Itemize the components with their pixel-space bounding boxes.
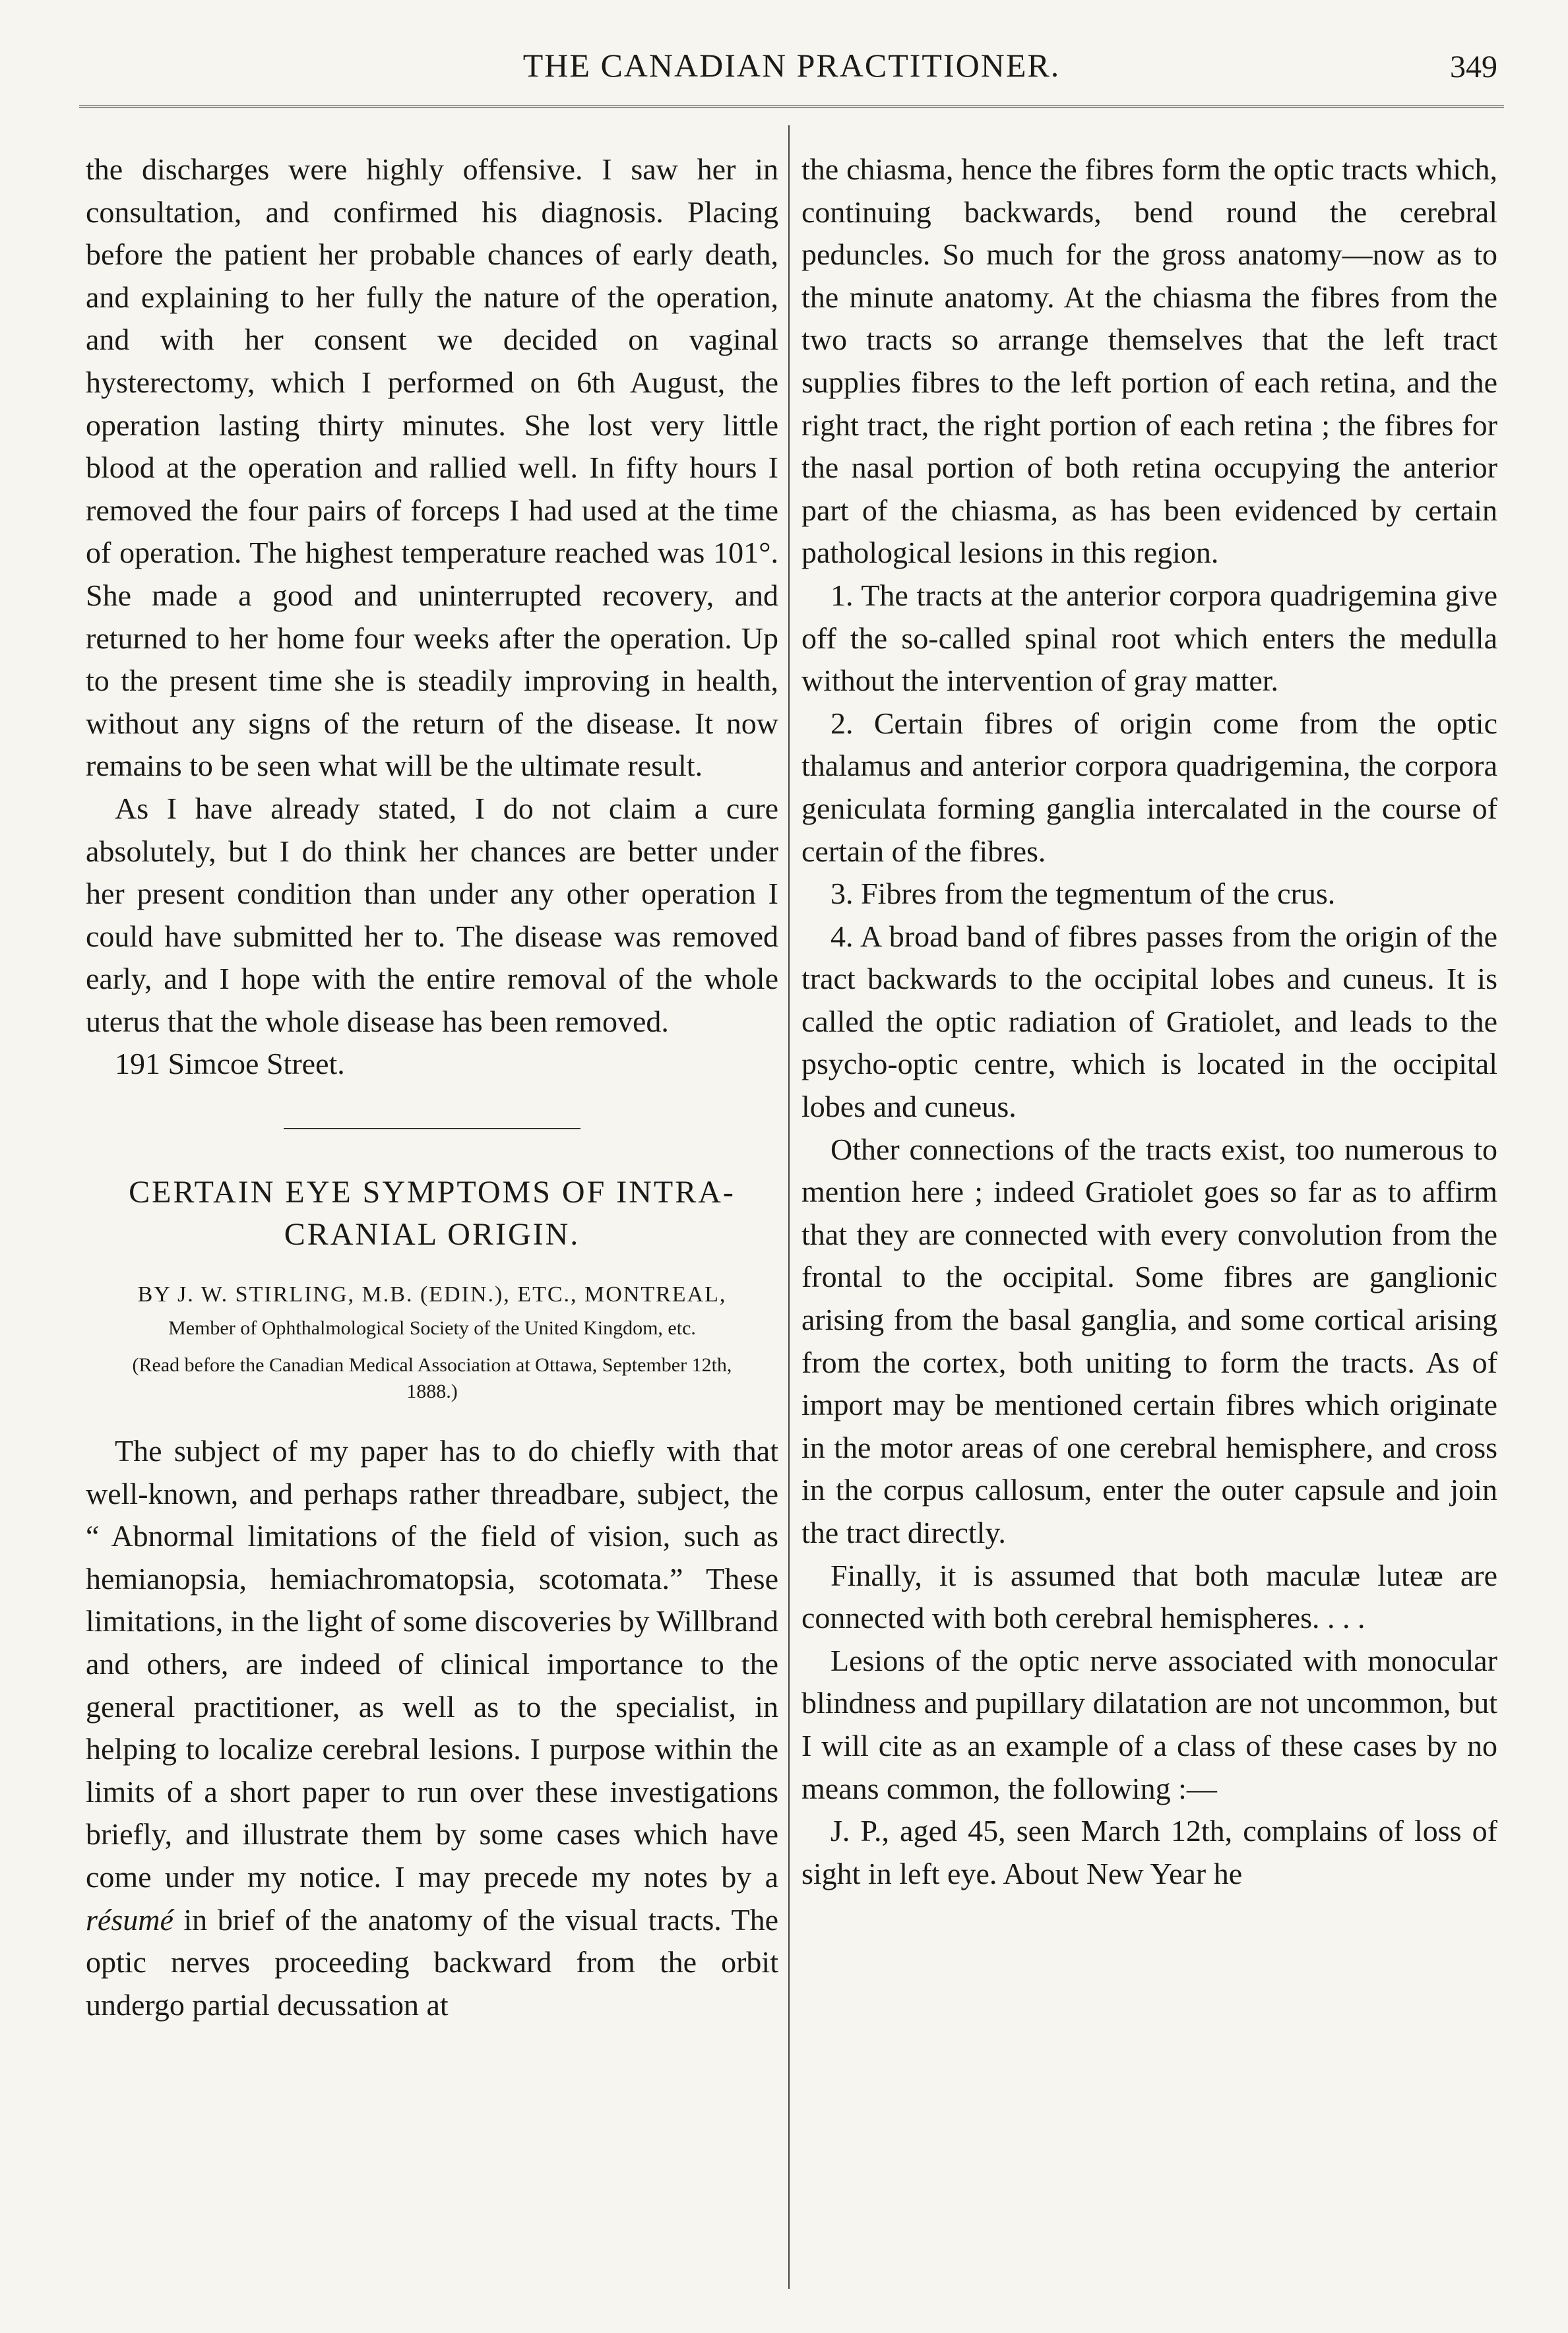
intro-text-cont: in brief of the anatomy of the visual tracts. The optic nerves proceeding backward from the orbit undergo partial decussation at bbox=[86, 1902, 778, 2022]
left-column bbox=[86, 148, 778, 2026]
paragraph: the chiasma, hence the fibres form the optic tracts which, continuing backwards, bend round the cerebral peduncles. So much for the gross anatomy—now as to the minute anatomy. At the chiasma the fibres from the two tracts so arrange themselves that the left tract supplies fibres to the left portion of each retina, and the right tract, the right portion of each retina ; the fibres for the nasal portion of both retina occupying the anterior part of the chiasma, as has been evidenced by certain pathological lesions in this region. bbox=[801, 152, 1497, 570]
author-affiliation: Member of Ophthalmological Society of the United Kingdom, etc. bbox=[168, 1317, 696, 1340]
paragraph: As I have already stated, I do not claim a cure absolutely, but I do think her chances are better under her present condition than under any other operation I could have submitted her to. The disease was removed early, and I hope with the entire removal of the whole uterus that the whole disease has been removed. bbox=[86, 791, 778, 1038]
column-divider bbox=[788, 125, 790, 2289]
paragraph: Other connections of the tracts exist, too numerous to mention here ; indeed Gratiolet goes so far as to affirm that they are connected with every convolution from the frontal to the occipital. Some fibres are ganglionic arising from the basal ganglia, and some cortical arising from the cortex, both uniting to form the tracts. As of import may be mentioned certain fibres which originate in the motor areas of one cerebral hemisphere, and cross in the corpus callosum, enter the outer capsule and join the tract directly. bbox=[801, 1132, 1497, 1549]
section-divider bbox=[284, 1128, 580, 1129]
numbered-paragraph: 2. Certain fibres of origin come from the optic thalamus and anterior corpora quadrigemina, the corpora geniculata forming ganglia intercalated in the course of certain of the fibres. bbox=[801, 706, 1497, 868]
paragraph: Finally, it is assumed that both maculæ luteæ are connected with both cerebral hemispheres. . . . bbox=[801, 1558, 1497, 1635]
article-title: CERTAIN EYE SYMPTOMS OF INTRA-CRANIAL ORIGIN. bbox=[129, 1175, 736, 1253]
paragraph: Lesions of the optic nerve associated with monocular blindness and pupillary dilatation are not uncommon, but I will cite as an example of a class of these cases by no means common, the following :— bbox=[801, 1643, 1497, 1805]
paragraph: the discharges were highly offensive. I saw her in consultation, and confirmed his diagnosis. Placing before the patient her probable chances of early death, and explaining to her fully the nature of the operation, and with her consent we decided on vaginal hysterectomy, which I performed on 6th August, the operation lasting thirty minutes. She lost very little blood at the operation and rallied well. In fifty hours I removed the four pairs of forceps I had used at the time of operation. The highest temperature reached was 101°. She made a good and uninterrupted recovery, and returned to her home four weeks after the operation. Up to the present time she is steadily improving in health, without any signs of the return of the disease. It now remains to be seen what will be the ultimate result. bbox=[86, 152, 778, 783]
right-column bbox=[801, 148, 1497, 1895]
journal-title: THE CANADIAN PRACTITIONER. bbox=[522, 47, 1061, 84]
intro-text: The subject of my paper has to do chiefly with that well-known, and perhaps rather threadbare, subject, the “ Abnormal limitations of the field of vision, such as hemianopsia, hemiachromatopsia, scotomata.” These limitations, in the light of some discoveries by Willbrand and others, are indeed of clinical importance to the general practitioner, as well as to the specialist, in helping to localize cerebral lesions. I purpose within the limits of a short paper to run over these investigations briefly, and illustrate them by some cases which have come under my notice. I may precede my notes by a bbox=[86, 1434, 778, 1894]
numbered-paragraph: 1. The tracts at the anterior corpora quadrigemina give off the so-called spinal root which enters the medulla without the intervention of gray matter. bbox=[801, 578, 1497, 698]
numbered-paragraph: 3. Fibres from the tegmentum of the crus. bbox=[831, 877, 1336, 911]
header-rule bbox=[79, 106, 1504, 112]
page-number: 349 bbox=[1450, 49, 1497, 84]
author-address: 191 Simcoe Street. bbox=[115, 1047, 345, 1081]
paragraph: J. P., aged 45, seen March 12th, complains of loss of sight in left eye. About New Year he bbox=[801, 1814, 1497, 1890]
running-head bbox=[79, 46, 1504, 99]
article-intro-paragraph bbox=[86, 1430, 778, 2026]
article-byline: BY J. W. STIRLING, M.B. (EDIN.), ETC., MONTREAL, bbox=[137, 1282, 727, 1307]
read-note: (Read before the Canadian Medical Association at Ottawa, September 12th, 1888.) bbox=[132, 1354, 732, 1403]
numbered-paragraph: 4. A broad band of fibres passes from the origin of the tract backwards to the occipital lobes and cuneus. It is called the optic radiation of Gratiolet, and leads to the psycho-optic centre, which is located in the occipital lobes and cuneus. bbox=[801, 919, 1497, 1124]
italic-term: résumé bbox=[86, 1902, 173, 1937]
